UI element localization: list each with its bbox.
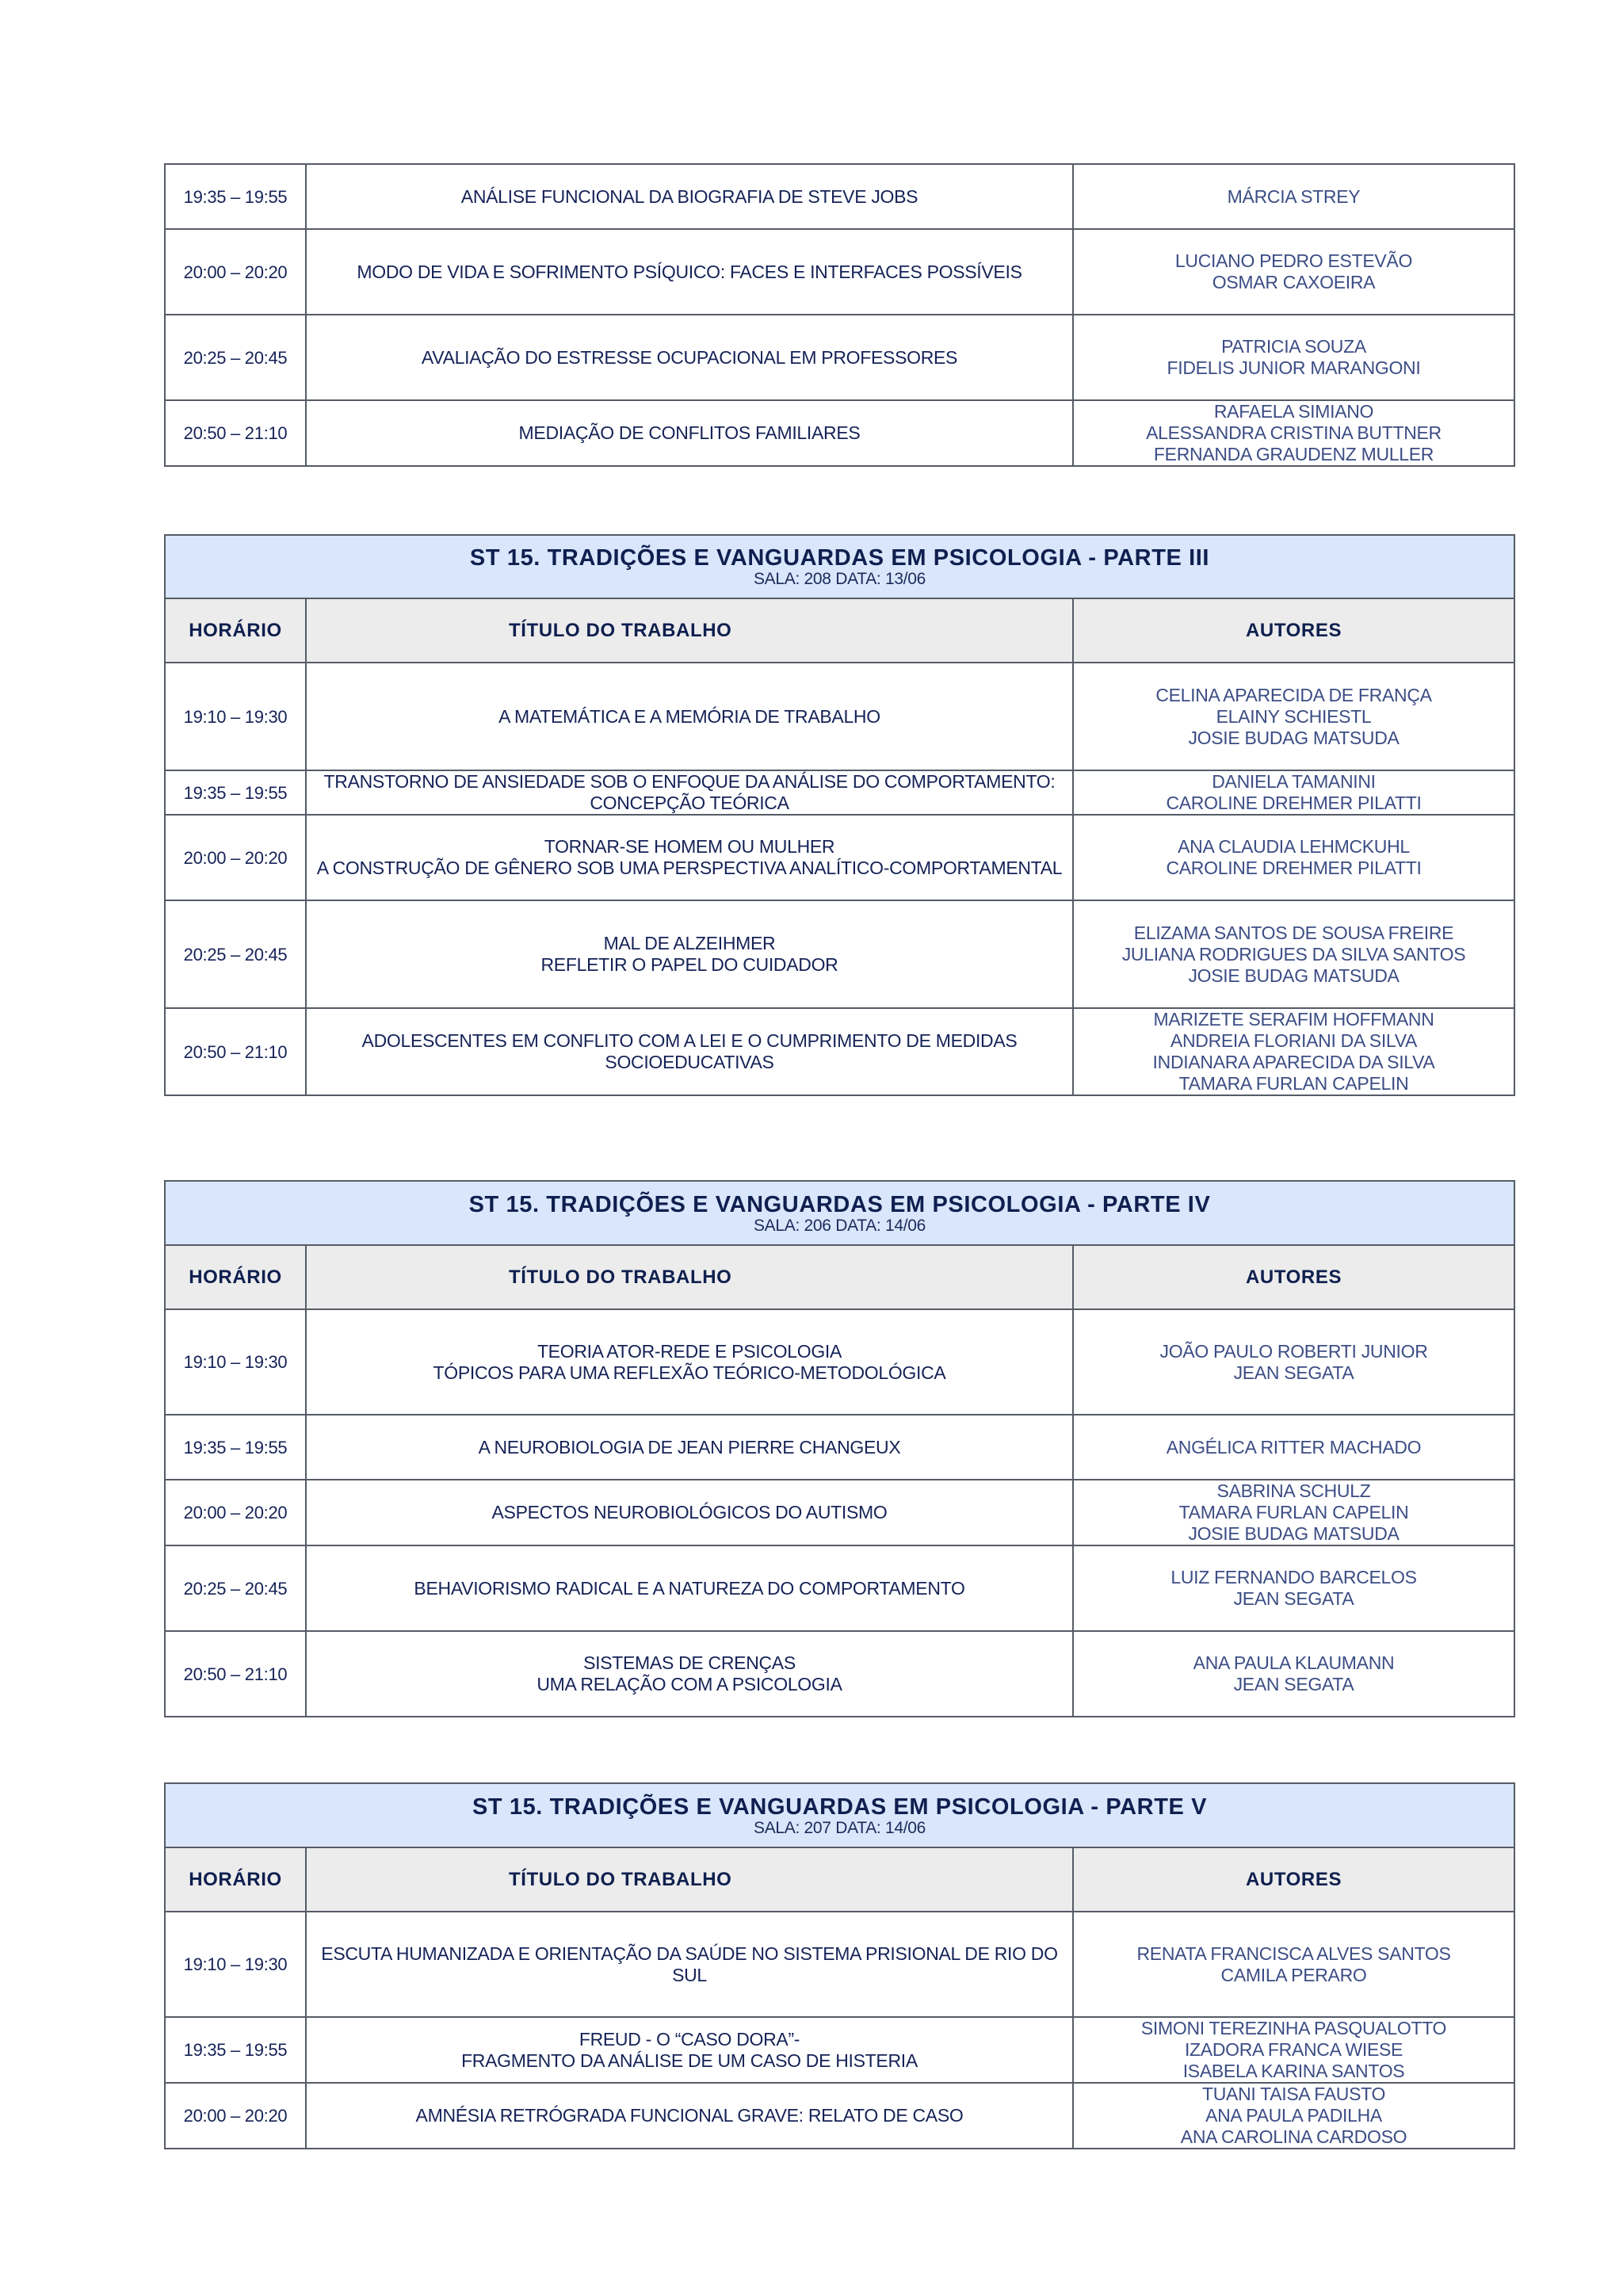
authors-line: JEAN SEGATA [1233, 1588, 1354, 1609]
authors [1073, 1545, 1514, 1631]
work-title [306, 400, 1073, 466]
schedule-table-continued [164, 163, 1515, 467]
authors-line: MARIZETE SERAFIM HOFFMANN [1153, 1009, 1434, 1030]
column-header-authors: AUTORES [1073, 1245, 1514, 1309]
authors-line: SABRINA SCHULZ [1216, 1480, 1371, 1501]
session-name: ST 15. TRADIÇÕES E VANGUARDAS EM PSICOLOGIA - PARTE V [472, 1794, 1208, 1820]
work-title [306, 164, 1073, 229]
authors-line: PATRICIA SOUZA [1221, 336, 1366, 357]
authors [1073, 1631, 1514, 1717]
work-title-line: REFLETIR O PAPEL DO CUIDADOR [540, 954, 838, 975]
schedule-row [165, 663, 1514, 770]
session-table-part-iii [164, 534, 1515, 1096]
work-title-line: UMA RELAÇÃO COM A PSICOLOGIA [537, 1674, 842, 1694]
session-name: ST 15. TRADIÇÕES E VANGUARDAS EM PSICOLOGIA - PARTE IV [468, 1191, 1211, 1217]
work-title-line: A NEUROBIOLOGIA DE JEAN PIERRE CHANGEUX [478, 1436, 901, 1457]
authors-line: JOÃO PAULO ROBERTI JUNIOR [1159, 1340, 1428, 1362]
session-room-date: SALA: 208 DATA: 13/06 [753, 570, 926, 588]
work-title-line: CONCEPÇÃO TEÓRICA [590, 793, 789, 813]
time-slot: 20:50 – 21:10 [165, 1631, 306, 1717]
column-header-authors: AUTORES [1073, 598, 1514, 663]
work-title [306, 663, 1073, 770]
schedule-row [165, 2017, 1514, 2083]
authors-line: ISABELA KARINA SANTOS [1182, 2061, 1405, 2081]
work-title-line: MAL DE ALZEIHMER [603, 933, 776, 953]
authors-line: CELINA APARECIDA DE FRANÇA [1155, 684, 1432, 705]
column-header-title: TÍTULO DO TRABALHO [306, 598, 1073, 663]
schedule-row [165, 1008, 1514, 1095]
authors [1073, 770, 1514, 815]
authors [1073, 400, 1514, 466]
work-title [306, 1008, 1073, 1095]
schedule-row [165, 2083, 1514, 2149]
schedule-row [165, 229, 1514, 315]
authors [1073, 663, 1514, 770]
session-header [165, 1181, 1514, 1245]
schedule-row [165, 1912, 1514, 2017]
authors-line: FIDELIS JUNIOR MARANGONI [1167, 357, 1421, 378]
authors [1073, 2083, 1514, 2149]
column-header-time: HORÁRIO [165, 1847, 306, 1912]
work-title-line: A CONSTRUÇÃO DE GÊNERO SOB UMA PERSPECTIVA ANALÍTICO-COMPORTAMENTAL [316, 858, 1063, 878]
schedule-row [165, 1415, 1514, 1480]
work-title-line: TEORIA ATOR-REDE E PSICOLOGIA [537, 1340, 842, 1362]
authors-line: ANDREIA FLORIANI DA SILVA [1170, 1030, 1418, 1051]
work-title [306, 1309, 1073, 1415]
time-slot: 20:00 – 20:20 [165, 815, 306, 900]
authors-line: LUIZ FERNANDO BARCELOS [1170, 1567, 1417, 1587]
work-title-line: A MATEMÁTICA E A MEMÓRIA DE TRABALHO [498, 705, 880, 727]
authors-line: ALESSANDRA CRISTINA BUTTNER [1146, 422, 1442, 443]
authors [1073, 1008, 1514, 1095]
authors [1073, 315, 1514, 400]
work-title [306, 1545, 1073, 1631]
schedule-row [165, 400, 1514, 466]
work-title [306, 1631, 1073, 1717]
time-slot: 20:00 – 20:20 [165, 2083, 306, 2149]
work-title-line: SOCIOEDUCATIVAS [605, 1052, 774, 1072]
authors-line: JEAN SEGATA [1233, 1362, 1354, 1383]
work-title [306, 900, 1073, 1008]
work-title-line: FRAGMENTO DA ANÁLISE DE UM CASO DE HISTERIA [461, 2050, 918, 2071]
authors-line: ANA CAROLINA CARDOSO [1180, 2126, 1407, 2147]
work-title [306, 815, 1073, 900]
authors-line: CAROLINE DREHMER PILATTI [1166, 793, 1422, 813]
authors-line: RAFAELA SIMIANO [1213, 401, 1374, 422]
column-header-authors: AUTORES [1073, 1847, 1514, 1912]
authors-line: RENATA FRANCISCA ALVES SANTOS [1136, 1943, 1451, 1964]
time-slot: 19:35 – 19:55 [165, 2017, 306, 2083]
schedule-row [165, 1631, 1514, 1717]
authors-line: ELIZAMA SANTOS DE SOUSA FREIRE [1133, 922, 1454, 943]
time-slot: 20:00 – 20:20 [165, 229, 306, 315]
time-slot: 20:50 – 21:10 [165, 1008, 306, 1095]
authors [1073, 1912, 1514, 2017]
work-title-line: ADOLESCENTES EM CONFLITO COM A LEI E O CUMPRIMENTO DE MEDIDAS [361, 1030, 1018, 1051]
work-title [306, 2017, 1073, 2083]
authors-line: TAMARA FURLAN CAPELIN [1178, 1502, 1409, 1522]
schedule-row [165, 1545, 1514, 1631]
schedule-row [165, 164, 1514, 229]
authors [1073, 1309, 1514, 1415]
time-slot: 19:10 – 19:30 [165, 1912, 306, 2017]
column-header-title: TÍTULO DO TRABALHO [306, 1847, 1073, 1912]
column-header-time: HORÁRIO [165, 598, 306, 663]
time-slot: 20:00 – 20:20 [165, 1480, 306, 1545]
authors [1073, 1415, 1514, 1480]
time-slot: 19:10 – 19:30 [165, 1309, 306, 1415]
work-title-line: TRANSTORNO DE ANSIEDADE SOB O ENFOQUE DA ANÁLISE DO COMPORTAMENTO: [323, 771, 1056, 792]
session-name: ST 15. TRADIÇÕES E VANGUARDAS EM PSICOLOGIA - PARTE III [469, 545, 1210, 571]
work-title [306, 315, 1073, 400]
schedule-row [165, 1309, 1514, 1415]
work-title-line: FREUD - O “CASO DORA”- [579, 2028, 800, 2050]
work-title-line: ASPECTOS NEUROBIOLÓGICOS DO AUTISMO [491, 1502, 888, 1522]
authors-line: CAROLINE DREHMER PILATTI [1166, 858, 1422, 878]
schedule-row [165, 1480, 1514, 1545]
session-header [165, 1783, 1514, 1847]
work-title-line: AMNÉSIA RETRÓGRADA FUNCIONAL GRAVE: RELATO DE CASO [415, 2105, 964, 2126]
schedule-row [165, 315, 1514, 400]
authors-line: TAMARA FURLAN CAPELIN [1178, 1073, 1409, 1094]
work-title-line: TÓPICOS PARA UMA REFLEXÃO TEÓRICO-METODOLÓGICA [433, 1362, 946, 1383]
work-title-line: ESCUTA HUMANIZADA E ORIENTAÇÃO DA SAÚDE NO SISTEMA PRISIONAL DE RIO DO [321, 1943, 1058, 1964]
authors-line: IZADORA FRANCA WIESE [1184, 2039, 1403, 2060]
authors [1073, 229, 1514, 315]
schedule-row [165, 900, 1514, 1008]
work-title-line: SUL [672, 1964, 707, 1985]
session-room-date: SALA: 206 DATA: 14/06 [753, 1216, 926, 1235]
authors-line: JOSIE BUDAG MATSUDA [1188, 965, 1400, 986]
authors-line: ANA CLAUDIA LEHMCKUHL [1178, 836, 1410, 857]
authors-line: CAMILA PERARO [1220, 1964, 1367, 1985]
time-slot: 20:50 – 21:10 [165, 400, 306, 466]
work-title-line: MEDIAÇÃO DE CONFLITOS FAMILIARES [518, 422, 861, 443]
authors-line: ANA PAULA KLAUMANN [1193, 1652, 1395, 1673]
authors-line: OSMAR CAXOEIRA [1212, 272, 1376, 292]
authors-line: TUANI TAISA FAUSTO [1201, 2084, 1386, 2104]
time-slot: 20:25 – 20:45 [165, 315, 306, 400]
work-title-line: SISTEMAS DE CRENÇAS [583, 1652, 796, 1673]
time-slot: 19:10 – 19:30 [165, 663, 306, 770]
authors-line: JOSIE BUDAG MATSUDA [1188, 1523, 1400, 1544]
authors [1073, 2017, 1514, 2083]
authors-line: ANGÉLICA RITTER MACHADO [1166, 1436, 1422, 1457]
authors-line: JEAN SEGATA [1233, 1674, 1354, 1694]
authors-line: SIMONI TEREZINHA PASQUALOTTO [1140, 2018, 1447, 2038]
authors-line: MÁRCIA STREY [1227, 185, 1361, 207]
session-table-part-iv [164, 1180, 1515, 1717]
time-slot: 19:35 – 19:55 [165, 1415, 306, 1480]
time-slot: 20:25 – 20:45 [165, 900, 306, 1008]
session-room-date: SALA: 207 DATA: 14/06 [753, 1818, 926, 1837]
authors [1073, 1480, 1514, 1545]
work-title [306, 1480, 1073, 1545]
schedule-row [165, 770, 1514, 815]
work-title-line: AVALIAÇÃO DO ESTRESSE OCUPACIONAL EM PROFESSORES [421, 346, 958, 368]
authors [1073, 900, 1514, 1008]
authors-line: ANA PAULA PADILHA [1205, 2105, 1382, 2126]
work-title [306, 229, 1073, 315]
schedule-row [165, 815, 1514, 900]
time-slot: 19:35 – 19:55 [165, 770, 306, 815]
authors [1073, 164, 1514, 229]
session-header [165, 535, 1514, 598]
authors-line: INDIANARA APARECIDA DA SILVA [1152, 1052, 1435, 1072]
time-slot: 19:35 – 19:55 [165, 164, 306, 229]
work-title-line: ANÁLISE FUNCIONAL DA BIOGRAFIA DE STEVE JOBS [460, 185, 918, 207]
work-title-line: BEHAVIORISMO RADICAL E A NATUREZA DO COMPORTAMENTO [414, 1577, 965, 1599]
work-title [306, 2083, 1073, 2149]
work-title-line: MODO DE VIDA E SOFRIMENTO PSÍQUICO: FACES E INTERFACES POSSÍVEIS [357, 261, 1022, 282]
authors-line: JOSIE BUDAG MATSUDA [1188, 727, 1400, 748]
column-header-title: TÍTULO DO TRABALHO [306, 1245, 1073, 1309]
work-title [306, 770, 1073, 815]
column-header-time: HORÁRIO [165, 1245, 306, 1309]
authors-line: JULIANA RODRIGUES DA SILVA SANTOS [1121, 943, 1466, 965]
authors-line: LUCIANO PEDRO ESTEVÃO [1174, 250, 1413, 271]
authors-line: FERNANDA GRAUDENZ MULLER [1153, 444, 1434, 464]
work-title [306, 1912, 1073, 2017]
work-title [306, 1415, 1073, 1480]
authors-line: DANIELA TAMANINI [1212, 771, 1376, 792]
authors-line: ELAINY SCHIESTL [1216, 705, 1372, 727]
session-table-part-v [164, 1782, 1515, 2149]
authors [1073, 815, 1514, 900]
time-slot: 20:25 – 20:45 [165, 1545, 306, 1631]
work-title-line: TORNAR-SE HOMEM OU MULHER [544, 836, 835, 857]
